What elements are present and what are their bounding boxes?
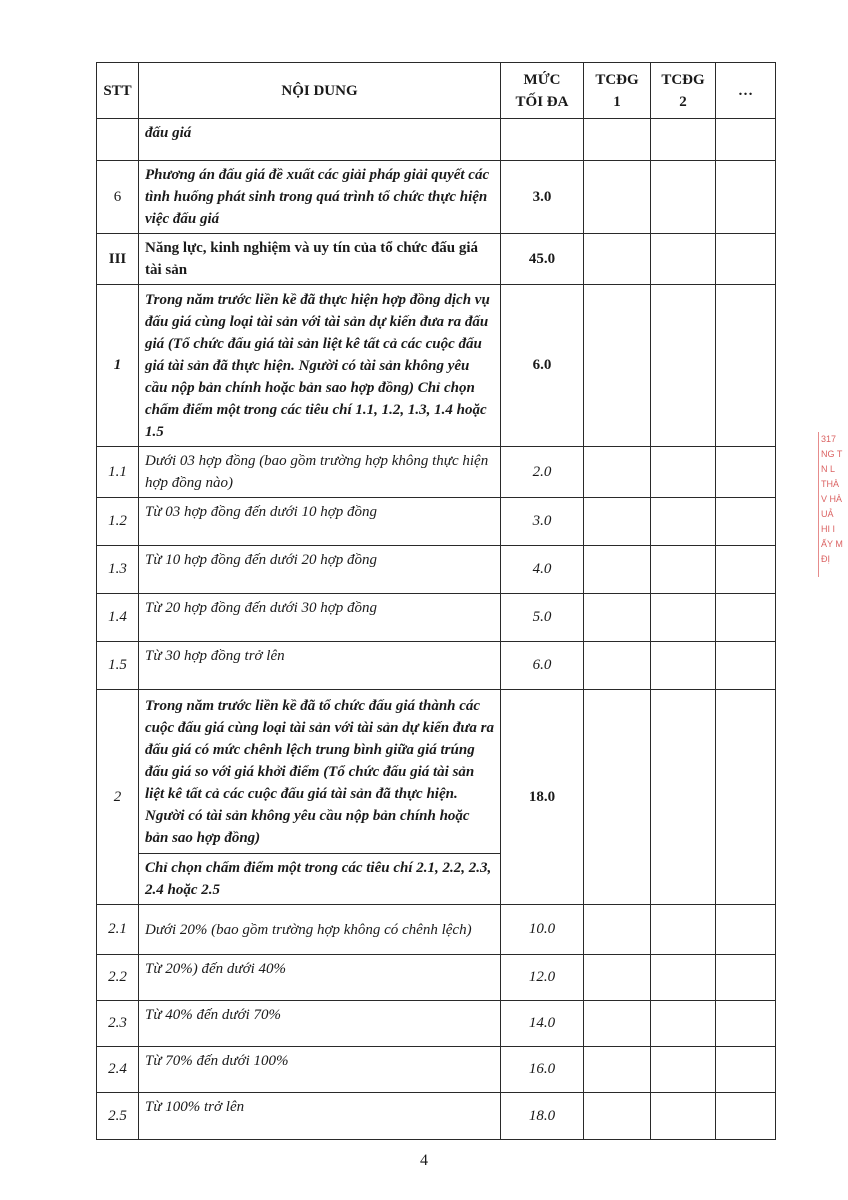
row-stt: 2.4 bbox=[97, 1047, 139, 1093]
table-row bbox=[97, 285, 776, 447]
row-stt: 2 bbox=[97, 690, 139, 905]
stamp-line: UẢ bbox=[821, 509, 834, 519]
table-row bbox=[97, 119, 776, 161]
row-content: Từ 30 hợp đồng trở lên bbox=[139, 642, 501, 690]
page-number: 4 bbox=[420, 1152, 428, 1169]
row-content: Năng lực, kinh nghiệm và uy tín của tổ chức đấu giá tài sản bbox=[139, 234, 501, 285]
stamp-line: N L bbox=[821, 464, 836, 474]
score-cell-tcdg1 bbox=[584, 546, 651, 594]
score-cell-tcdg1 bbox=[584, 285, 651, 447]
table-row bbox=[97, 546, 776, 594]
row-content: Từ 40% đến dưới 70% bbox=[139, 1001, 501, 1047]
score-cell-more bbox=[716, 119, 776, 161]
score-cell-tcdg2 bbox=[651, 119, 716, 161]
header-tcdg1-line2: 1 bbox=[613, 93, 621, 110]
row-stt bbox=[97, 119, 139, 161]
row-content-note: Chỉ chọn chấm điểm một trong các tiêu chí 2.1, 2.2, 2.3, 2.4 hoặc 2.5 bbox=[139, 854, 501, 905]
row-max: 12.0 bbox=[501, 955, 584, 1001]
table-row bbox=[97, 905, 776, 955]
table-row bbox=[97, 447, 776, 498]
header-max bbox=[501, 63, 584, 119]
score-cell-tcdg1 bbox=[584, 642, 651, 690]
stamp-line: ẤY M bbox=[821, 539, 843, 549]
stamp-line: NG T bbox=[821, 449, 843, 459]
row-max: 3.0 bbox=[501, 161, 584, 234]
row-stt: 2.3 bbox=[97, 1001, 139, 1047]
table-row bbox=[97, 1093, 776, 1140]
score-cell-tcdg1 bbox=[584, 161, 651, 234]
score-cell-more bbox=[716, 642, 776, 690]
row-max: 18.0 bbox=[501, 1093, 584, 1140]
score-cell-tcdg2 bbox=[651, 1093, 716, 1140]
header-tcdg-2 bbox=[651, 63, 716, 119]
table-row bbox=[97, 234, 776, 285]
row-content: Từ 03 hợp đồng đến dưới 10 hợp đồng bbox=[139, 498, 501, 546]
row-stt: 1.2 bbox=[97, 498, 139, 546]
score-cell-tcdg1 bbox=[584, 498, 651, 546]
score-cell-more bbox=[716, 285, 776, 447]
header-tcdg2-line2: 2 bbox=[679, 93, 687, 110]
score-cell-tcdg2 bbox=[651, 594, 716, 642]
table-row bbox=[97, 642, 776, 690]
score-cell-more bbox=[716, 498, 776, 546]
header-max-line2: TỐI ĐA bbox=[515, 93, 569, 110]
row-stt: III bbox=[97, 234, 139, 285]
stamp-line: THÀ bbox=[821, 479, 839, 489]
score-cell-more bbox=[716, 1047, 776, 1093]
score-cell-tcdg2 bbox=[651, 690, 716, 905]
table-row bbox=[97, 498, 776, 546]
row-content: Từ 20%) đến dưới 40% bbox=[139, 955, 501, 1001]
header-tcdg2-line1: TCĐG bbox=[661, 71, 705, 88]
row-max: 3.0 bbox=[501, 498, 584, 546]
red-seal-stamp bbox=[818, 432, 848, 577]
score-cell-tcdg2 bbox=[651, 546, 716, 594]
score-cell-tcdg1 bbox=[584, 1001, 651, 1047]
header-more: … bbox=[716, 63, 776, 119]
row-max: 45.0 bbox=[501, 234, 584, 285]
row-stt: 2.2 bbox=[97, 955, 139, 1001]
score-cell-tcdg2 bbox=[651, 1047, 716, 1093]
row-stt: 1.3 bbox=[97, 546, 139, 594]
score-cell-more bbox=[716, 905, 776, 955]
row-max: 6.0 bbox=[501, 642, 584, 690]
header-max-line1: MỨC bbox=[523, 71, 561, 88]
score-cell-more bbox=[716, 161, 776, 234]
evaluation-criteria-table bbox=[96, 62, 776, 1140]
row-content: Từ 10 hợp đồng đến dưới 20 hợp đồng bbox=[139, 546, 501, 594]
score-cell-more bbox=[716, 594, 776, 642]
row-stt: 1 bbox=[97, 285, 139, 447]
score-cell-more bbox=[716, 955, 776, 1001]
stamp-line: HI I bbox=[821, 524, 836, 534]
score-cell-more bbox=[716, 1093, 776, 1140]
row-content: Phương án đấu giá đề xuất các giải pháp giải quyết các tình huống phát sinh trong quá trình tổ chức thực hiện việc đấu giá bbox=[139, 161, 501, 234]
row-stt: 1.1 bbox=[97, 447, 139, 498]
score-cell-more bbox=[716, 690, 776, 905]
row-max: 10.0 bbox=[501, 905, 584, 955]
row-stt: 1.5 bbox=[97, 642, 139, 690]
score-cell-tcdg1 bbox=[584, 955, 651, 1001]
header-row bbox=[97, 63, 776, 119]
row-max: 4.0 bbox=[501, 546, 584, 594]
table-row bbox=[97, 1001, 776, 1047]
row-stt: 6 bbox=[97, 161, 139, 234]
header-stt: STT bbox=[97, 63, 139, 119]
row-max: 5.0 bbox=[501, 594, 584, 642]
score-cell-tcdg1 bbox=[584, 1047, 651, 1093]
score-cell-tcdg2 bbox=[651, 905, 716, 955]
row-content: Dưới 03 hợp đồng (bao gồm trường hợp không thực hiện hợp đồng nào) bbox=[139, 447, 501, 498]
score-cell-tcdg1 bbox=[584, 905, 651, 955]
header-tcdg-1 bbox=[584, 63, 651, 119]
row-content: Từ 20 hợp đồng đến dưới 30 hợp đồng bbox=[139, 594, 501, 642]
row-stt: 2.1 bbox=[97, 905, 139, 955]
header-tcdg1-line1: TCĐG bbox=[595, 71, 639, 88]
row-stt: 2.5 bbox=[97, 1093, 139, 1140]
row-max: 14.0 bbox=[501, 1001, 584, 1047]
stamp-line: V HÀ bbox=[821, 494, 843, 504]
score-cell-more bbox=[716, 447, 776, 498]
score-cell-tcdg1 bbox=[584, 447, 651, 498]
score-cell-tcdg1 bbox=[584, 119, 651, 161]
score-cell-more bbox=[716, 1001, 776, 1047]
score-cell-tcdg1 bbox=[584, 234, 651, 285]
row-max bbox=[501, 119, 584, 161]
score-cell-more bbox=[716, 234, 776, 285]
row-max: 6.0 bbox=[501, 285, 584, 447]
score-cell-tcdg2 bbox=[651, 161, 716, 234]
row-content: đấu giá bbox=[139, 119, 501, 161]
row-max: 18.0 bbox=[501, 690, 584, 905]
row-max: 16.0 bbox=[501, 1047, 584, 1093]
table-row bbox=[97, 1047, 776, 1093]
stamp-line: 317 bbox=[821, 434, 837, 444]
score-cell-tcdg2 bbox=[651, 447, 716, 498]
score-cell-tcdg2 bbox=[651, 1001, 716, 1047]
table-row bbox=[97, 955, 776, 1001]
row-stt: 1.4 bbox=[97, 594, 139, 642]
score-cell-tcdg2 bbox=[651, 285, 716, 447]
stamp-line: ĐỊ bbox=[821, 554, 830, 564]
score-cell-more bbox=[716, 546, 776, 594]
table-row bbox=[97, 161, 776, 234]
score-cell-tcdg2 bbox=[651, 498, 716, 546]
score-cell-tcdg1 bbox=[584, 1093, 651, 1140]
score-cell-tcdg2 bbox=[651, 955, 716, 1001]
header-content: NỘI DUNG bbox=[139, 63, 501, 119]
table-row bbox=[97, 594, 776, 642]
score-cell-tcdg2 bbox=[651, 234, 716, 285]
row-content: Trong năm trước liền kề đã tổ chức đấu giá thành các cuộc đấu giá cùng loại tài sản với tài sản dự kiến đưa ra đấu giá có mức chênh lệch trung bình giữa giá trúng đấu giá so với giá khởi điểm (Tổ chức đấu giá tài sản liệt kê tất cả các cuộc đấu giá tài sản đã thực hiện. Người có tài sản không yêu cầu nộp bản chính hoặc bản sao hợp đồng) bbox=[139, 690, 501, 854]
row-content: Trong năm trước liền kề đã thực hiện hợp đồng dịch vụ đấu giá cùng loại tài sản với tài sản dự kiến đưa ra đấu giá (Tổ chức đấu giá tài sản liệt kê tất cả các cuộc đấu giá tài sản đã thực hiện. Người có tài sản không yêu cầu nộp bản chính hoặc bản sao hợp đồng) Chỉ chọn chấm điểm một trong các tiêu chí 1.1, 1.2, 1.3, 1.4 hoặc 1.5 bbox=[139, 285, 501, 447]
row-max: 2.0 bbox=[501, 447, 584, 498]
table-row bbox=[97, 690, 776, 854]
row-content: Từ 70% đến dưới 100% bbox=[139, 1047, 501, 1093]
score-cell-tcdg1 bbox=[584, 690, 651, 905]
row-content: Từ 100% trở lên bbox=[139, 1093, 501, 1140]
score-cell-tcdg1 bbox=[584, 594, 651, 642]
score-cell-tcdg2 bbox=[651, 642, 716, 690]
row-content: Dưới 20% (bao gồm trường hợp không có chênh lệch) bbox=[139, 905, 501, 955]
